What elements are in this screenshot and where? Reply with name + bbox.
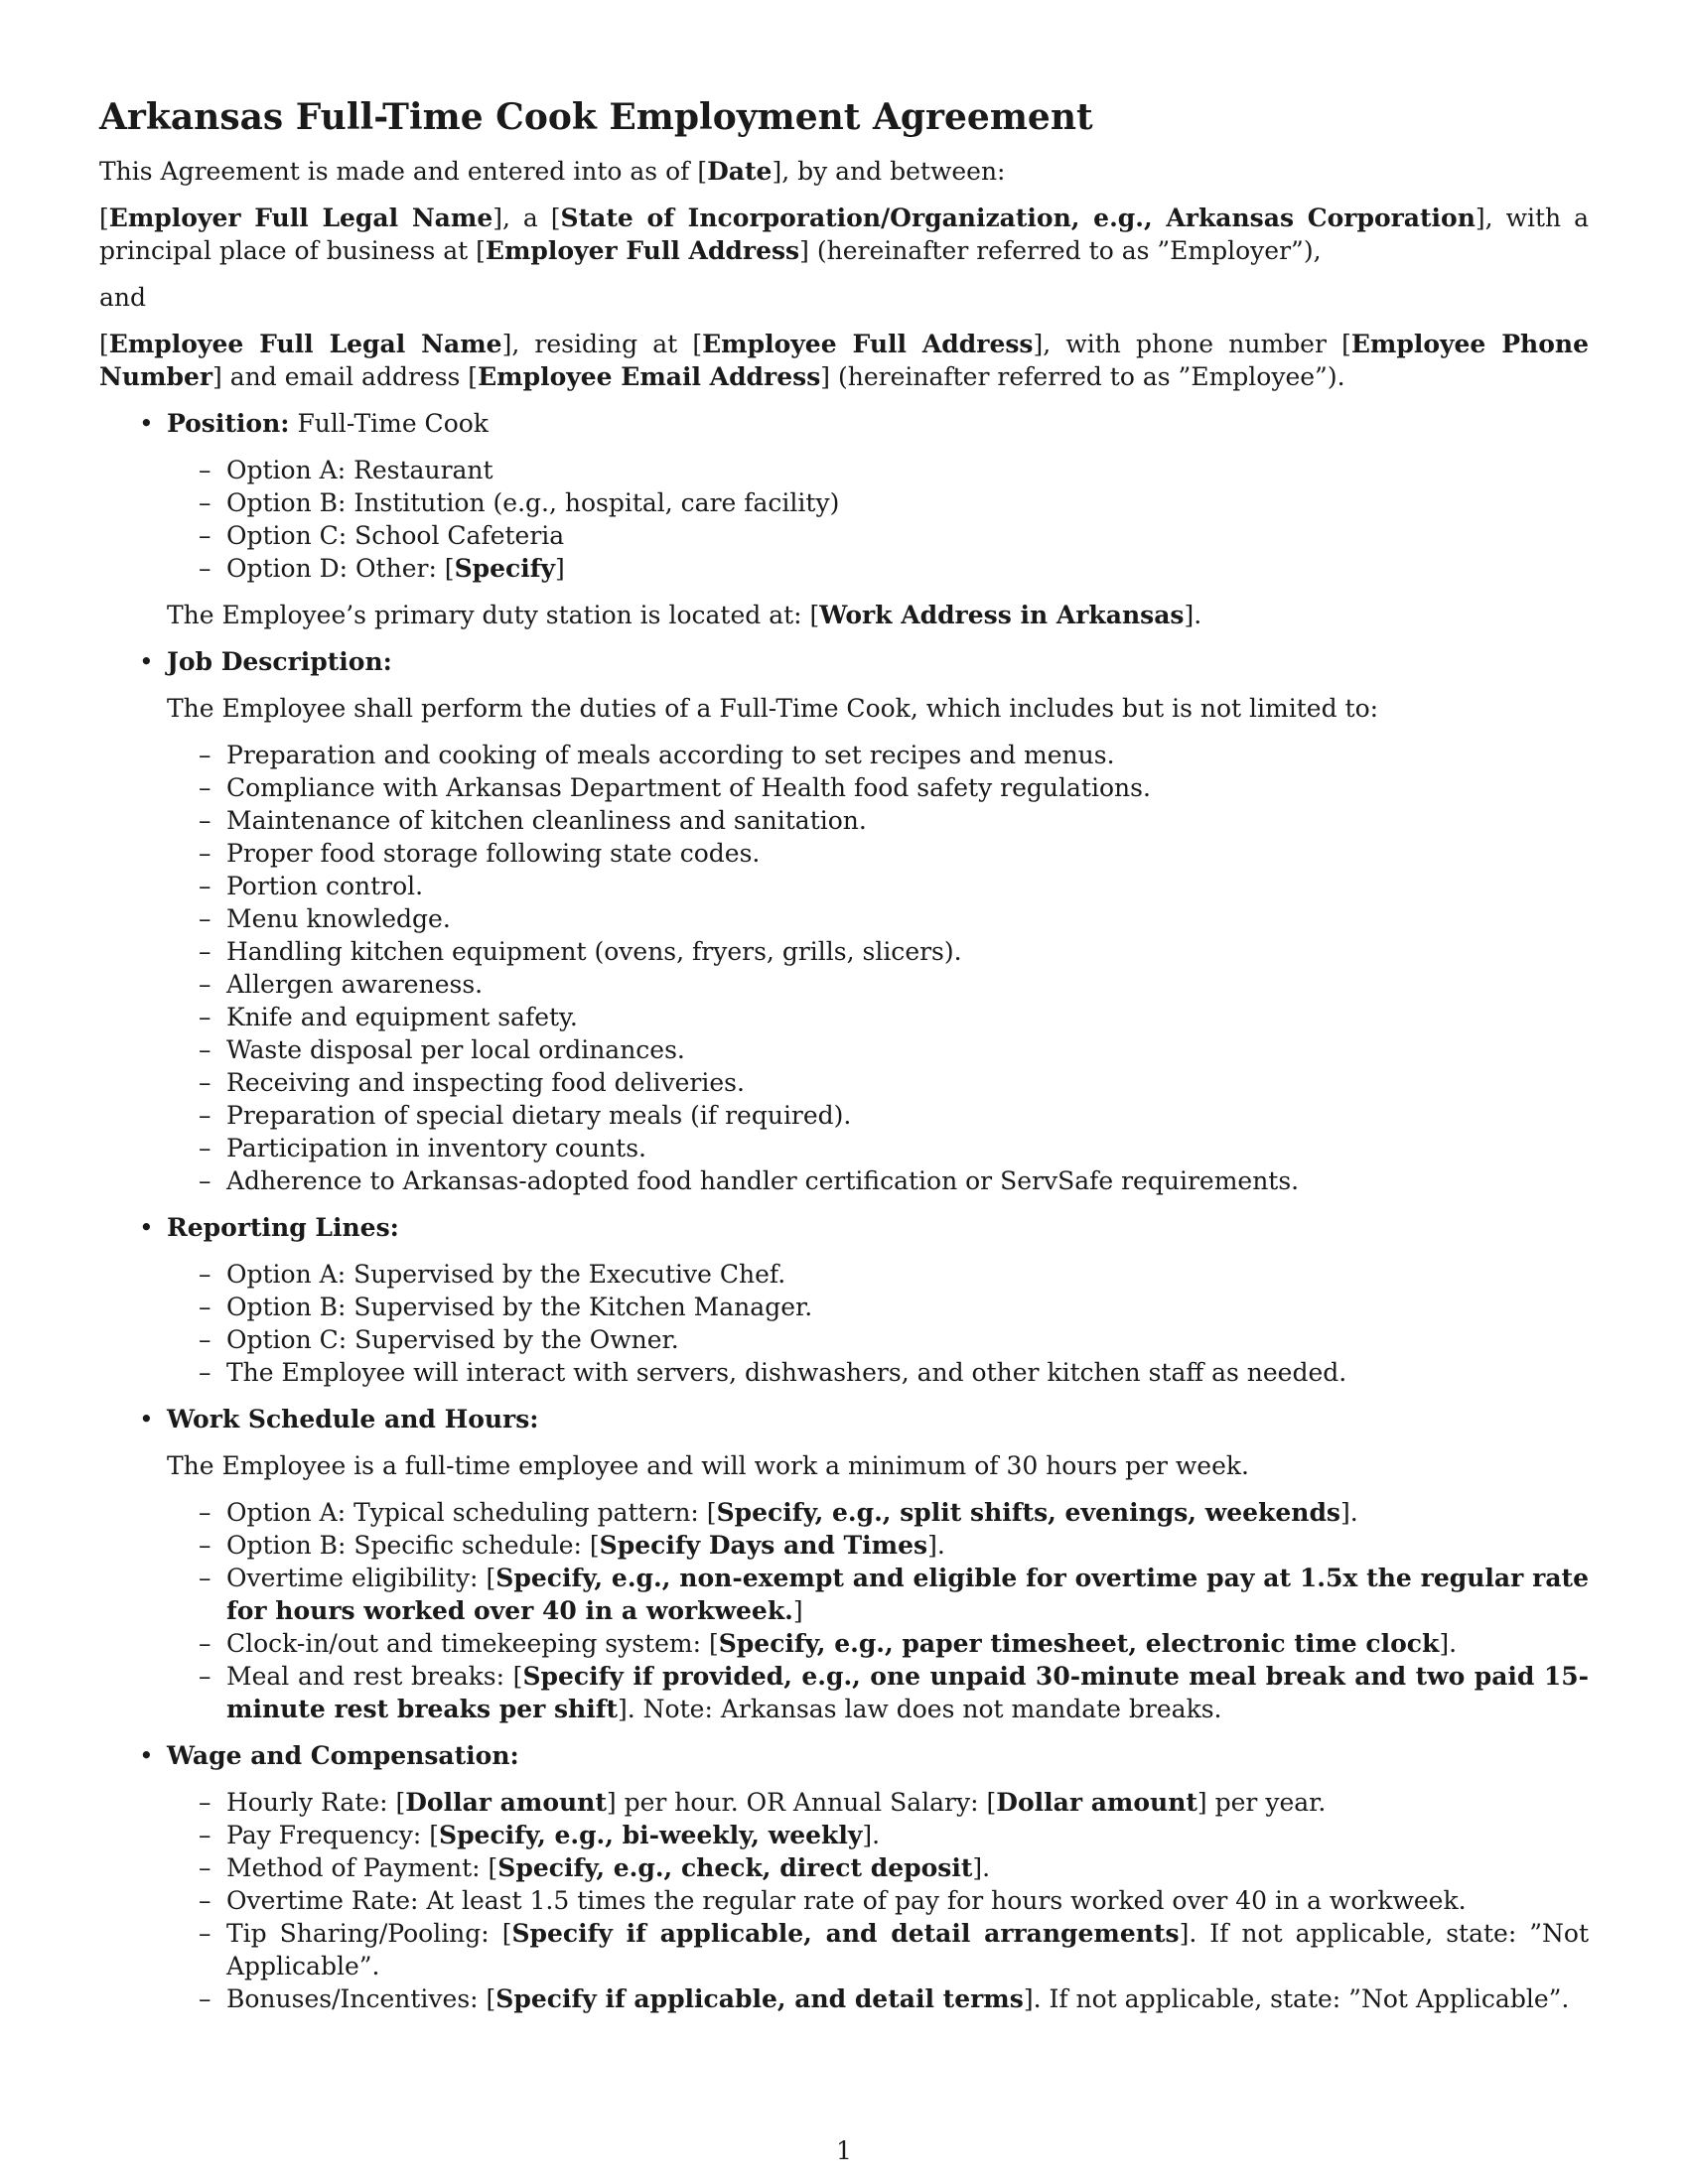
document-page xyxy=(99,95,1589,2029)
bullet-icon: • xyxy=(139,1405,154,1433)
dash-icon: – xyxy=(199,1853,211,1882)
section-title-reporting: Reporting Lines: xyxy=(167,1213,399,1242)
section-title-position: Position: xyxy=(167,409,290,438)
list-item: – Tip Sharing/Pooling: [Specify if applicable, and detail arrangements]. If not applicable, state: ”Not Applicable”. xyxy=(199,1919,1589,1980)
list-item: – Option B: Institution (e.g., hospital, care facility) xyxy=(199,488,840,517)
list-item: – Option B: Supervised by the Kitchen Manager. xyxy=(199,1293,813,1321)
dash-icon: – xyxy=(199,1531,211,1560)
dash-icon: – xyxy=(199,970,211,999)
list-item: – Knife and equipment safety. xyxy=(199,1003,578,1031)
schedule-list xyxy=(167,1496,1589,1725)
dash-icon: – xyxy=(199,1325,211,1354)
list-item: – Receiving and inspecting food deliveries. xyxy=(199,1068,745,1097)
dash-icon: – xyxy=(199,1003,211,1031)
list-item: – Allergen awareness. xyxy=(199,970,484,999)
employee-paragraph: [Employee Full Legal Name], residing at [Employee Full Address], with phone number [Employee Phone Number] and email address [Employee Email Address] (hereinafter referred to as ”Employee”). xyxy=(99,330,1589,391)
list-item: – Method of Payment: [Specify, e.g., check, direct deposit]. xyxy=(199,1853,991,1882)
dash-icon: – xyxy=(199,1919,211,1948)
list-item: – Option C: School Cafeteria xyxy=(199,521,565,550)
list-item: – Hourly Rate: [Dollar amount] per hour. OR Annual Salary: [Dollar amount] per year. xyxy=(199,1788,1327,1817)
list-item: – Option C: Supervised by the Owner. xyxy=(199,1325,679,1354)
section-title-job: Job Description: xyxy=(167,647,392,676)
list-item: – Proper food storage following state codes. xyxy=(199,839,761,868)
list-item: – Overtime eligibility: [Specify, e.g., non-exempt and eligible for overtime pay at 1.5x the regular rate for hours worked over 40 in a workweek.] xyxy=(199,1564,1589,1625)
dash-icon: – xyxy=(199,872,211,900)
list-item: – Portion control. xyxy=(199,872,424,900)
section-wage-compensation xyxy=(99,1739,1589,2015)
section-job-description xyxy=(99,645,1589,1197)
sections-list xyxy=(99,407,1589,2015)
list-item: – Overtime Rate: At least 1.5 times the regular rate of pay for hours worked over 40 in a workweek. xyxy=(199,1886,1467,1915)
list-item: – Waste disposal per local ordinances. xyxy=(199,1035,685,1064)
bullet-icon: • xyxy=(139,647,154,676)
dash-icon: – xyxy=(199,1101,211,1130)
intro-date-line: This Agreement is made and entered into as of [Date], by and between: xyxy=(99,157,1006,186)
dash-icon: – xyxy=(199,1662,211,1691)
list-item: – Preparation of special dietary meals (if required). xyxy=(199,1101,852,1130)
document-title: Arkansas Full-Time Cook Employment Agreement xyxy=(99,96,1093,138)
dash-icon: – xyxy=(199,1260,211,1289)
dash-icon: – xyxy=(199,1358,211,1387)
dash-icon: – xyxy=(199,456,211,484)
bullet-icon: • xyxy=(139,1213,154,1242)
duty-station-line: The Employee’s primary duty station is located at: [Work Address in Arkansas]. xyxy=(167,601,1202,629)
bullet-icon: • xyxy=(139,1741,154,1770)
list-item: – Clock-in/out and timekeeping system: [Specify, e.g., paper timesheet, electronic time clock]. xyxy=(199,1629,1458,1658)
list-item: – Bonuses/Incentives: [Specify if applicable, and detail terms]. If not applicable, state: ”Not Applicable”. xyxy=(199,1984,1570,2013)
dash-icon: – xyxy=(199,1821,211,1849)
dash-icon: – xyxy=(199,1886,211,1915)
section-work-schedule xyxy=(99,1403,1589,1725)
list-item: – Meal and rest breaks: [Specify if provided, e.g., one unpaid 30-minute meal break and two paid 15-minute rest breaks per shift]. Note: Arkansas law does not mandate breaks. xyxy=(199,1662,1590,1723)
section-title-wage: Wage and Compensation: xyxy=(167,1741,519,1770)
dash-icon: – xyxy=(199,1134,211,1162)
dash-icon: – xyxy=(199,554,211,583)
dash-icon: – xyxy=(199,1498,211,1527)
list-item: – Option A: Restaurant xyxy=(199,456,493,484)
section-position xyxy=(99,407,1589,631)
dash-icon: – xyxy=(199,1629,211,1658)
position-options xyxy=(167,454,1589,585)
page-number: 1 xyxy=(836,2136,852,2165)
list-item: – Option D: Other: [Specify] xyxy=(199,554,565,583)
dash-icon: – xyxy=(199,1166,211,1195)
dash-icon: – xyxy=(199,839,211,868)
list-item: – Option A: Supervised by the Executive Chef. xyxy=(199,1260,786,1289)
dash-icon: – xyxy=(199,937,211,966)
section-title-schedule: Work Schedule and Hours: xyxy=(167,1405,539,1433)
dash-icon: – xyxy=(199,488,211,517)
list-item: – Adherence to Arkansas-adopted food handler certification or ServSafe requirements. xyxy=(199,1166,1300,1195)
duties-list xyxy=(167,739,1589,1197)
list-item: – Menu knowledge. xyxy=(199,904,451,933)
list-item: – Participation in inventory counts. xyxy=(199,1134,646,1162)
wage-list xyxy=(167,1786,1589,2015)
dash-icon: – xyxy=(199,773,211,802)
dash-icon: – xyxy=(199,741,211,769)
list-item: – Preparation and cooking of meals according to set recipes and menus. xyxy=(199,741,1115,769)
list-item: – Compliance with Arkansas Department of Health food safety regulations. xyxy=(199,773,1151,802)
schedule-intro: The Employee is a full-time employee and will work a minimum of 30 hours per week. xyxy=(167,1451,1249,1480)
dash-icon: – xyxy=(199,521,211,550)
list-item: – Handling kitchen equipment (ovens, fryers, grills, slicers). xyxy=(199,937,962,966)
job-intro: The Employee shall perform the duties of a Full-Time Cook, which includes but is not limited to: xyxy=(167,694,1379,723)
list-item: – Pay Frequency: [Specify, e.g., bi-weekly, weekly]. xyxy=(199,1821,881,1849)
dash-icon: – xyxy=(199,1788,211,1817)
dash-icon: – xyxy=(199,1068,211,1097)
section-reporting-lines xyxy=(99,1211,1589,1389)
dash-icon: – xyxy=(199,1984,211,2013)
position-value: Full-Time Cook xyxy=(289,409,489,438)
dash-icon: – xyxy=(199,904,211,933)
reporting-list xyxy=(167,1258,1589,1389)
dash-icon: – xyxy=(199,1035,211,1064)
employer-paragraph: [Employer Full Legal Name], a [State of Incorporation/Organization, e.g., Arkansas Corporation], with a principal place of business at [Employer Full Address] (hereinafter referred to as ”Employer”), xyxy=(99,204,1589,265)
list-item: – Maintenance of kitchen cleanliness and sanitation. xyxy=(199,806,867,835)
dash-icon: – xyxy=(199,1293,211,1321)
dash-icon: – xyxy=(199,1564,211,1592)
bullet-icon: • xyxy=(139,409,154,438)
and-line: and xyxy=(99,283,147,312)
list-item: – Option A: Typical scheduling pattern: [Specify, e.g., split shifts, evenings, weekends]. xyxy=(199,1498,1358,1527)
list-item: – Option B: Specific schedule: [Specify Days and Times]. xyxy=(199,1531,945,1560)
dash-icon: – xyxy=(199,806,211,835)
list-item: – The Employee will interact with servers, dishwashers, and other kitchen staff as needed. xyxy=(199,1358,1347,1387)
